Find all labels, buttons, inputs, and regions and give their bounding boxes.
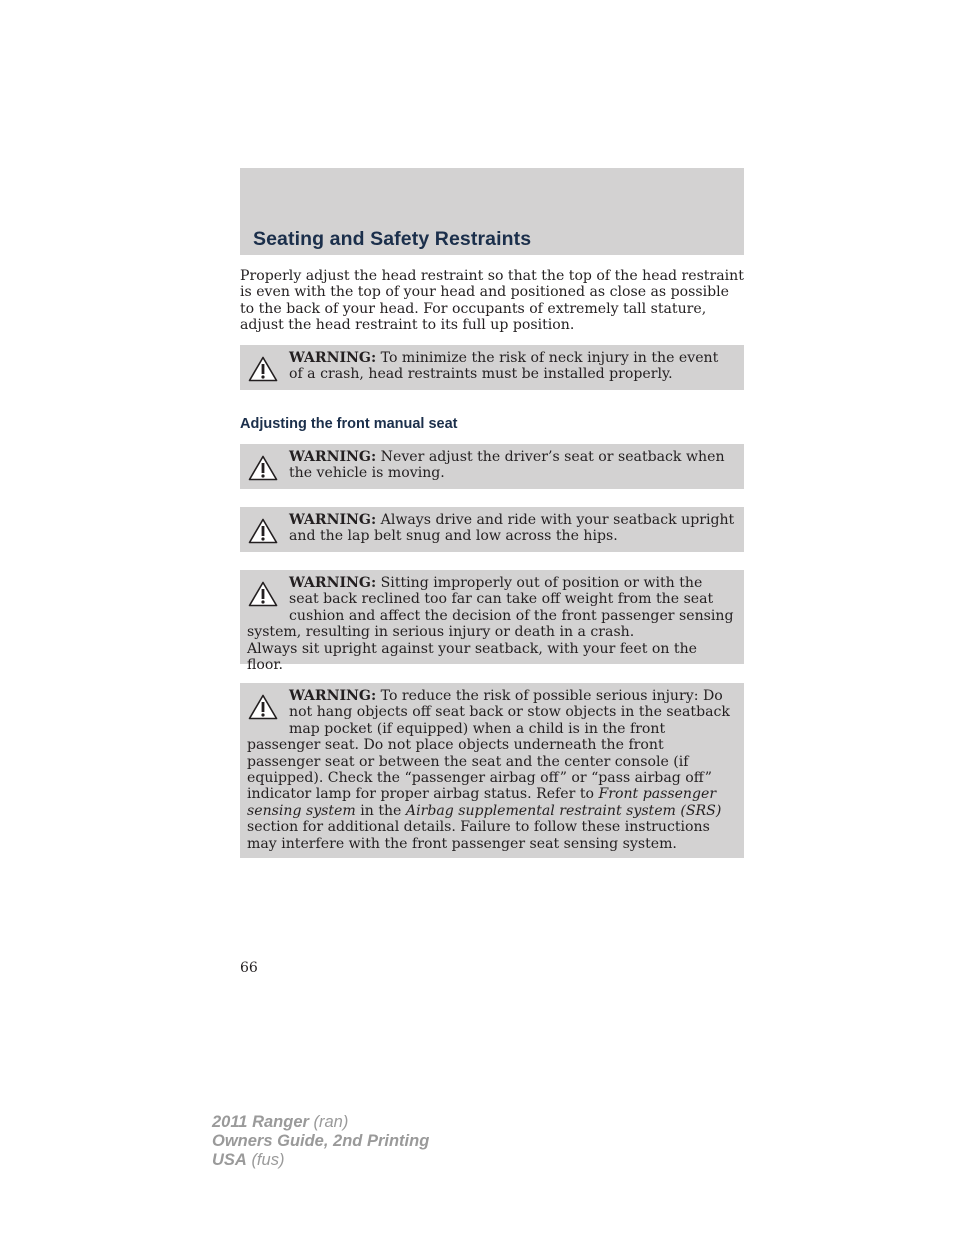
warning-text-followup: Always sit upright against your seatback, with your feet on the floor. bbox=[247, 640, 697, 674]
warning-box-seatback-upright bbox=[240, 507, 744, 552]
warning-body: in the bbox=[360, 802, 402, 819]
warning-label: WARNING: bbox=[289, 575, 377, 591]
warning-body: Never adjust the driver’s seat or seatback when the vehicle is moving. bbox=[289, 449, 725, 482]
warning-body: To minimize the risk of neck injury in the event of a crash, head restraints must be installed properly. bbox=[289, 350, 719, 383]
cross-reference: Airbag supplemental restraint system (SRS) bbox=[405, 802, 722, 819]
warning-triangle-icon bbox=[248, 455, 278, 481]
cross-reference: Front passenger sensing system bbox=[247, 786, 717, 819]
intro-paragraph: Properly adjust the head restraint so that the top of the head restraint is even with the top of your head and positioned as close as possible to the back of your head. For occupants of extremely tall stature, adjust the head restraint to its full up position. bbox=[240, 268, 744, 334]
warning-box-seating-position bbox=[240, 570, 744, 674]
warning-body: Sitting improperly out of position or with the seat back reclined too far can take off weight from the seat cushion and affect the decision of the front passenger sensing system, resulting in serious injury or death in a crash. bbox=[247, 575, 734, 641]
warning-text bbox=[247, 350, 736, 383]
warning-label: WARNING: bbox=[289, 350, 377, 366]
warning-label: WARNING: bbox=[289, 688, 377, 704]
warning-box-moving-vehicle bbox=[240, 444, 744, 489]
warning-text bbox=[247, 512, 736, 545]
section-title: Seating and Safety Restraints bbox=[253, 228, 532, 250]
warning-text bbox=[247, 449, 736, 482]
warning-body: section for additional details. Failure to follow these instructions may interfere with the front passenger seat sensing system. bbox=[247, 819, 710, 852]
section-header-band bbox=[240, 168, 744, 255]
warning-triangle-icon bbox=[248, 581, 278, 607]
warning-body: To reduce the risk of possible serious injury: Do not hang objects off seat back or stow objects in the seatback map pocket (if equipped) when a child is in the front passenger seat. Do not place objects underneath the front passenger seat or between the seat and the center console (if equipped). Check the “passenger airbag off” or “pass airbag off” indicator lamp for proper airbag status. Refer to bbox=[247, 688, 730, 803]
subsection-heading: Adjusting the front manual seat bbox=[240, 416, 458, 432]
warning-label: WARNING: bbox=[289, 512, 377, 528]
document-footer bbox=[212, 1113, 429, 1170]
warning-triangle-icon bbox=[248, 518, 278, 544]
warning-label: WARNING: bbox=[289, 449, 377, 465]
footer-line-model: 2011 Ranger (ran) bbox=[212, 1113, 349, 1131]
footer-line-market: USA (fus) bbox=[212, 1151, 285, 1169]
warning-triangle-icon bbox=[248, 694, 278, 720]
page-number: 66 bbox=[240, 960, 258, 976]
warning-box-head-restraint bbox=[240, 345, 744, 390]
warning-body: Always drive and ride with your seatback upright and the lap belt snug and low across the hips. bbox=[289, 512, 735, 545]
warning-triangle-icon bbox=[248, 356, 278, 382]
footer-line-edition: Owners Guide, 2nd Printing bbox=[212, 1132, 430, 1150]
warning-text bbox=[247, 688, 736, 852]
warning-box-seatback-objects bbox=[240, 683, 744, 858]
warning-text bbox=[247, 575, 736, 641]
